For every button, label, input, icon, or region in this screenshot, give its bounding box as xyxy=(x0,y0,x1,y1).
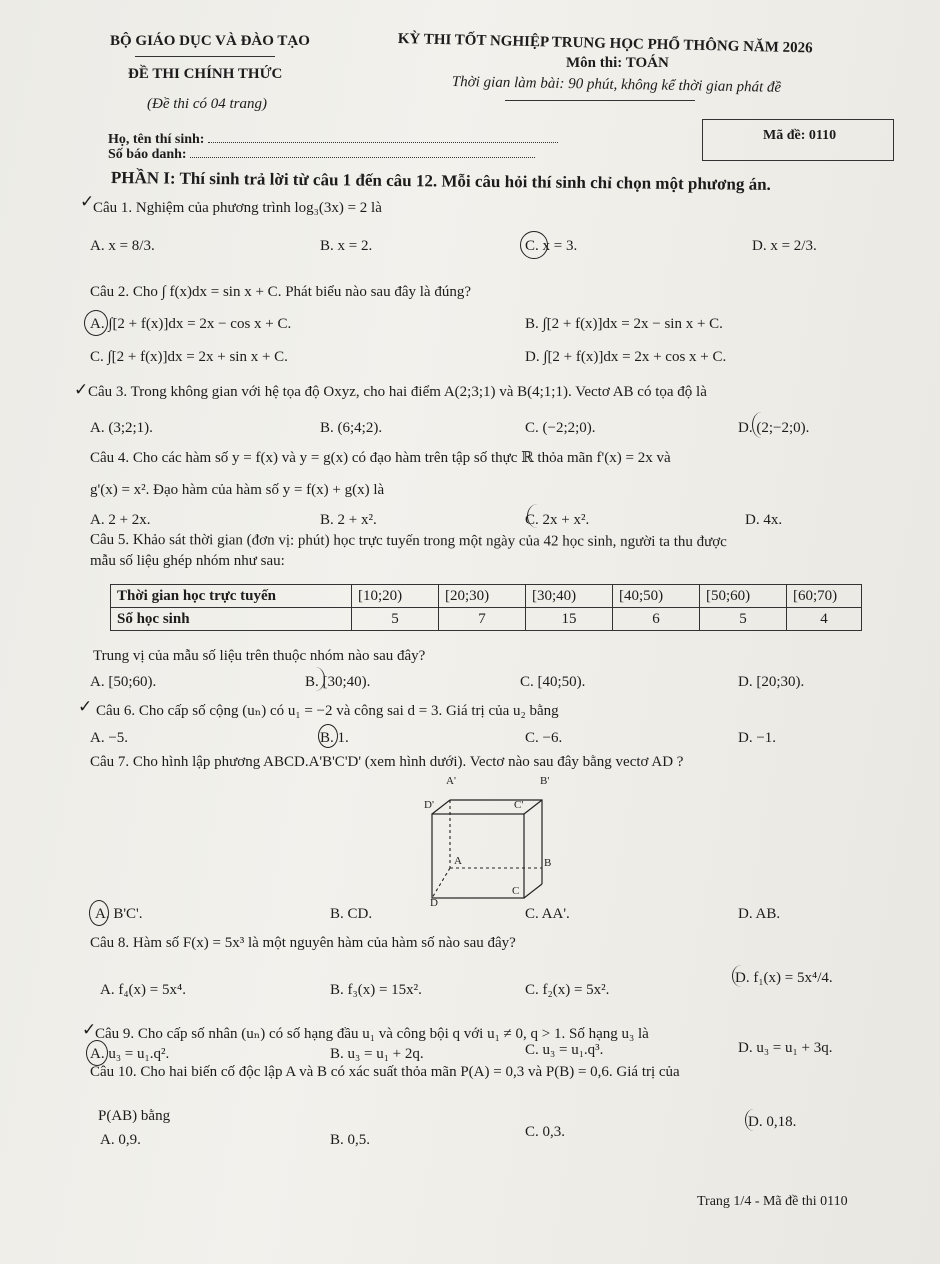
exam-code-box xyxy=(702,119,894,161)
answer-circle xyxy=(89,900,109,926)
q5-option-b[interactable]: B. [30;40). xyxy=(305,674,371,690)
answer-circle xyxy=(306,667,325,691)
answer-circle xyxy=(86,1040,108,1066)
q4-option-b[interactable]: B. 2 + x². xyxy=(320,512,377,528)
time-limit: Thời gian làm bài: 90 phút, không kể thời gian phát đề xyxy=(451,74,782,96)
q3-option-d[interactable]: D. (2;−2;0). xyxy=(738,420,810,436)
q10-option-a[interactable]: A. 0,9. xyxy=(100,1132,141,1148)
q3-option-c[interactable]: C. (−2;2;0). xyxy=(525,420,596,436)
q4-option-d[interactable]: D. 4x. xyxy=(745,512,783,528)
q3-option-a[interactable]: A. (3;2;1). xyxy=(90,420,153,436)
q5-stem-3: Trung vị của mẫu số liệu trên thuộc nhóm nào sau đây? xyxy=(93,648,426,664)
answer-circle xyxy=(520,231,548,259)
q6-option-b[interactable]: B. 1. xyxy=(320,730,349,746)
q3-option-b[interactable]: B. (6;4;2). xyxy=(320,420,383,436)
vertex-label: A' xyxy=(446,775,456,787)
q6-option-a[interactable]: A. −5. xyxy=(90,730,129,746)
q8-option-a[interactable]: A. f₄(x) = 5x⁴. xyxy=(100,982,186,998)
sbd-label xyxy=(108,147,535,163)
table-cell: 5 xyxy=(352,608,439,631)
answer-circle xyxy=(318,724,338,748)
q2-stem: Câu 2. Cho ∫ f(x)dx = sin x + C. Phát biểu nào sau đây là đúng? xyxy=(90,284,471,300)
table-cell: 4 xyxy=(787,608,862,631)
pages-note: (Đề thi có 04 trang) xyxy=(147,96,267,112)
table-cell: [30;40) xyxy=(526,585,613,608)
cube-figure xyxy=(420,772,580,907)
page-footer: Trang 1/4 - Mã đề thi 0110 xyxy=(697,1194,848,1209)
table-cell: [60;70) xyxy=(787,585,862,608)
data-table xyxy=(110,584,862,631)
q7-option-c[interactable]: C. AA'. xyxy=(525,906,570,922)
cube-hidden-edge xyxy=(432,868,450,898)
table-header-row xyxy=(111,585,862,608)
q1-option-d[interactable]: D. x = 2/3. xyxy=(752,238,817,254)
q1-option-c[interactable]: C. x = 3. xyxy=(525,238,578,254)
q2-option-b[interactable]: B. ∫[2 + f(x)]dx = 2x − sin x + C. xyxy=(525,316,723,332)
answer-circle xyxy=(527,504,548,528)
q9-option-a[interactable]: A. u₃ = u₁.q². xyxy=(90,1046,170,1062)
answer-circle xyxy=(732,965,751,987)
vertex-label: D' xyxy=(424,799,434,811)
q10-option-b[interactable]: B. 0,5. xyxy=(330,1132,371,1148)
q4-stem: Câu 4. Cho các hàm số y = f(x) và y = g(x) có đạo hàm trên tập số thực ℝ thỏa mãn f'(x) = 2x và xyxy=(90,450,671,466)
sbd-label-text: Số báo danh: xyxy=(108,147,187,162)
q6-option-c[interactable]: C. −6. xyxy=(525,730,563,746)
name-field[interactable] xyxy=(208,142,558,143)
q7-option-b[interactable]: B. CD. xyxy=(330,906,373,922)
answer-circle xyxy=(745,1109,762,1131)
time-rule xyxy=(505,100,695,101)
vertex-label: D xyxy=(430,897,438,907)
q5-stem-2: mẫu số liệu ghép nhóm như sau: xyxy=(90,553,285,569)
table-cell: 7 xyxy=(439,608,526,631)
cube-front-face xyxy=(432,814,524,898)
q4-option-c[interactable]: C. 2x + x². xyxy=(525,512,590,528)
q1-option-a[interactable]: A. x = 8/3. xyxy=(90,238,155,254)
check-mark: ✓ xyxy=(82,1020,97,1039)
q10-stem: Câu 10. Cho hai biến cố độc lập A và B có xác suất thỏa mãn P(A) = 0,3 và P(B) = 0,6. Giá trị của xyxy=(90,1064,680,1080)
q2-option-c[interactable]: C. ∫[2 + f(x)]dx = 2x + sin x + C. xyxy=(90,349,288,365)
cube-edge xyxy=(524,884,542,898)
q9-option-d[interactable]: D. u₃ = u₁ + 3q. xyxy=(738,1040,833,1056)
q5-option-a[interactable]: A. [50;60). xyxy=(90,674,157,690)
vertex-label: C xyxy=(512,885,520,897)
q5-stem: Câu 5. Khảo sát thời gian (đơn vị: phút) học trực tuyến trong một ngày của 42 học sinh, người ta thu được xyxy=(89,531,727,551)
table-cell: 6 xyxy=(613,608,700,631)
q4-stem-2: g'(x) = x². Đạo hàm của hàm số y = f(x) + g(x) là xyxy=(90,482,385,498)
name-label-text: Họ, tên thí sinh: xyxy=(108,132,205,147)
part1-title: PHẦN I: Thí sinh trả lời từ câu 1 đến câu 12. Mỗi câu hỏi thí sinh chỉ chọn một phương án. xyxy=(110,168,771,194)
subject: Môn thi: TOÁN xyxy=(566,55,669,71)
cube-edge xyxy=(432,800,450,814)
sbd-field[interactable] xyxy=(190,157,535,158)
table-cell: [10;20) xyxy=(352,585,439,608)
table-cell: [50;60) xyxy=(700,585,787,608)
vertex-label: C' xyxy=(514,799,524,811)
check-mark: ✓ xyxy=(74,380,89,399)
ministry-name: BỘ GIÁO DỤC VÀ ĐÀO TẠO xyxy=(110,33,310,49)
q10-stem-2: P(AB) bằng xyxy=(98,1108,171,1124)
exam-code: Mã đề: 0110 xyxy=(763,128,837,143)
q10-option-c[interactable]: C. 0,3. xyxy=(525,1124,566,1140)
q6-option-d[interactable]: D. −1. xyxy=(738,730,777,746)
vertex-label: A xyxy=(454,855,462,867)
q8-option-d[interactable]: D. f₁(x) = 5x⁴/4. xyxy=(735,970,833,986)
q1-option-b[interactable]: B. x = 2. xyxy=(320,238,373,254)
table-row xyxy=(111,608,862,631)
official-label: ĐỀ THI CHÍNH THỨC xyxy=(128,66,283,82)
table-cell: 5 xyxy=(700,608,787,631)
vertex-label: B' xyxy=(540,775,550,787)
table-cell: [40;50) xyxy=(613,585,700,608)
q2-option-a[interactable]: A. ∫[2 + f(x)]dx = 2x − cos x + C. xyxy=(90,316,292,332)
q9-stem: Câu 9. Cho cấp số nhân (uₙ) có số hạng đầu u₁ và công bội q với u₁ ≠ 0, q > 1. Số hạng u₃ là xyxy=(95,1026,649,1042)
name-label xyxy=(108,132,558,148)
q5-option-c[interactable]: C. [40;50). xyxy=(520,674,586,690)
q8-stem: Câu 8. Hàm số F(x) = 5x³ là một nguyên hàm của hàm số nào sau đây? xyxy=(90,935,516,951)
q6-stem: Câu 6. Cho cấp số cộng (uₙ) có u₁ = −2 và công sai d = 3. Giá trị của u₂ bằng xyxy=(96,703,559,719)
vertex-label: B xyxy=(544,857,552,869)
cube-edge xyxy=(524,800,542,814)
table-cell: 15 xyxy=(526,608,613,631)
q7-option-d[interactable]: D. AB. xyxy=(738,906,781,922)
q10-option-d[interactable]: D. 0,18. xyxy=(748,1114,797,1130)
check-mark: ✓ xyxy=(80,192,95,211)
table-cell: Thời gian học trực tuyến xyxy=(111,585,352,608)
q7-stem: Câu 7. Cho hình lập phương ABCD.A'B'C'D' (xem hình dưới). Vectơ nào sau đây bằng vectơ AD ? xyxy=(90,754,684,770)
table-cell: Số học sinh xyxy=(111,608,352,631)
q5-option-d[interactable]: D. [20;30). xyxy=(738,674,805,690)
q3-stem: Câu 3. Trong không gian với hệ tọa độ Oxyz, cho hai điểm A(2;3;1) và B(4;1;1). Vectơ AB có tọa độ là xyxy=(88,384,707,400)
header-rule xyxy=(135,56,275,57)
cube-edge xyxy=(450,800,542,884)
q1-stem: Câu 1. Nghiệm của phương trình log₃(3x) = 2 là xyxy=(93,200,382,216)
q4-option-a[interactable]: A. 2 + 2x. xyxy=(90,512,151,528)
answer-circle xyxy=(84,310,108,336)
answer-circle xyxy=(752,412,771,438)
q8-option-c[interactable]: C. f₂(x) = 5x². xyxy=(525,982,610,998)
check-mark: ✓ xyxy=(78,697,93,716)
q7-option-a[interactable]: A. B'C'. xyxy=(95,906,143,922)
table-cell: [20;30) xyxy=(439,585,526,608)
q9-option-c[interactable]: C. u₃ = u₁.q³. xyxy=(525,1042,604,1058)
exam-title: KỲ THI TỐT NGHIỆP TRUNG HỌC PHỔ THÔNG NĂM 2026 xyxy=(397,31,813,57)
q8-option-b[interactable]: B. f₃(x) = 15x². xyxy=(330,982,422,998)
q2-option-d[interactable]: D. ∫[2 + f(x)]dx = 2x + cos x + C. xyxy=(525,349,727,365)
q9-option-b[interactable]: B. u₃ = u₁ + 2q. xyxy=(330,1046,424,1062)
